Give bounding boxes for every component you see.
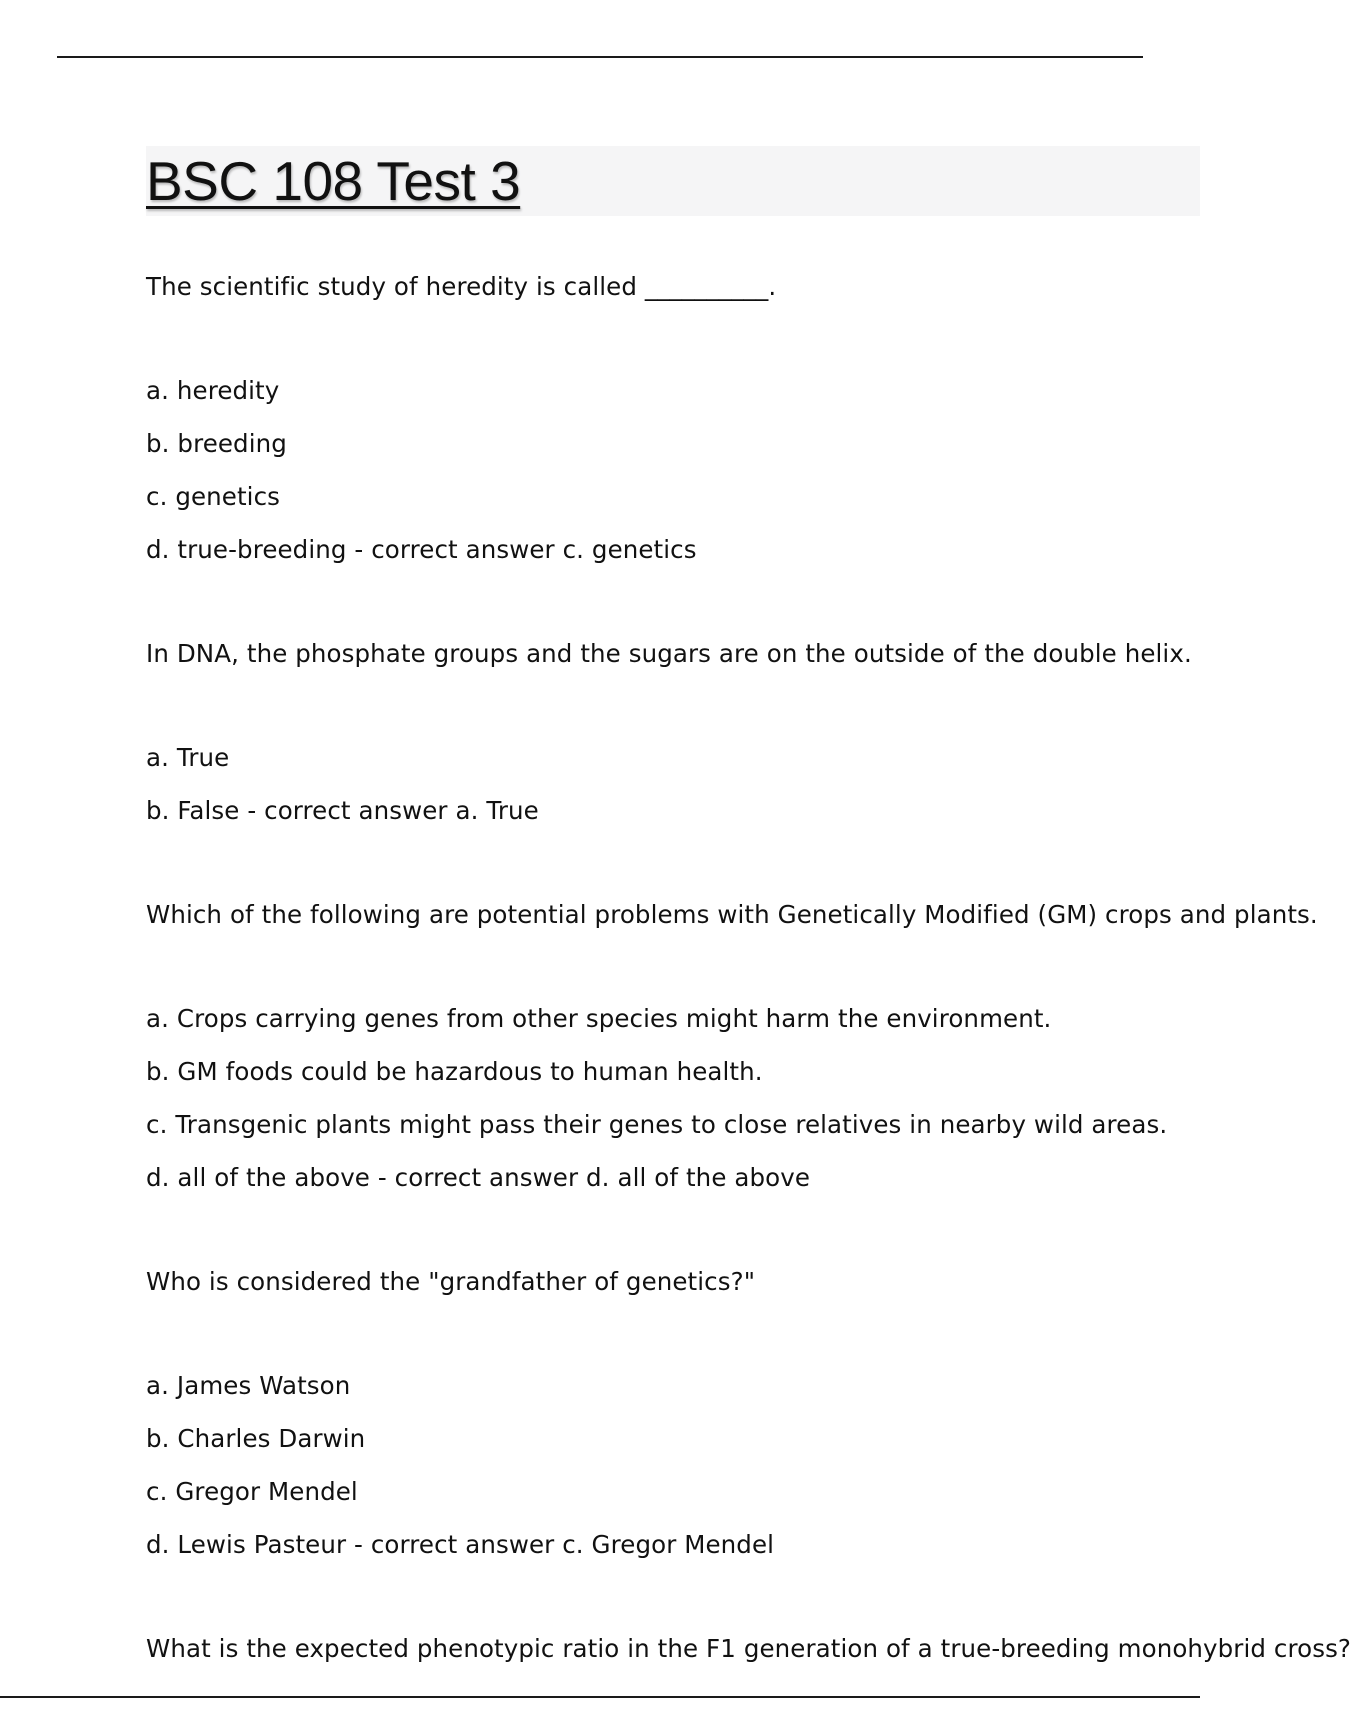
question-list: [146, 268, 1352, 1734]
document-title: BSC 108 Test 3: [146, 150, 521, 212]
bottom-divider: [0, 1696, 1200, 1698]
question-3-options: [146, 1000, 1200, 1197]
option-item: c. Transgenic plants might pass their genes to close relatives in nearby wild areas.: [146, 1110, 1168, 1139]
option-item: b. False - correct answer a. True: [146, 796, 539, 825]
option-item: a. James Watson: [146, 1371, 351, 1400]
option-item: b. Charles Darwin: [146, 1424, 366, 1453]
option-item: d. Lewis Pasteur - correct answer c. Gregor Mendel: [146, 1530, 775, 1559]
option-item: a. heredity: [146, 376, 280, 405]
question-4-prompt: Who is considered the "grandfather of genetics?": [146, 1267, 756, 1296]
option-item: b. breeding: [146, 429, 287, 458]
option-item: d. all of the above - correct answer d. all of the above: [146, 1163, 811, 1192]
question-4-options: [146, 1367, 1200, 1564]
question-3-prompt: Which of the following are potential problems with Genetically Modified (GM) crops and plants.: [146, 900, 1318, 929]
question-2-prompt: In DNA, the phosphate groups and the sugars are on the outside of the double helix.: [146, 639, 1192, 668]
option-item: c. Gregor Mendel: [146, 1477, 358, 1506]
option-item: b. GM foods could be hazardous to human health.: [146, 1057, 763, 1086]
question-1-options: [146, 372, 1200, 569]
question-2-options: [146, 739, 1200, 830]
question-1-prompt: The scientific study of heredity is called __________.: [146, 272, 777, 301]
option-item: a. Crops carrying genes from other species might harm the environment.: [146, 1004, 1052, 1033]
option-item: c. genetics: [146, 482, 281, 511]
option-item: a. True: [146, 743, 230, 772]
option-item: d. true-breeding - correct answer c. genetics: [146, 535, 697, 564]
top-divider: [57, 56, 1143, 58]
question-5-prompt: What is the expected phenotypic ratio in the F1 generation of a true-breeding monohybrid cross?: [146, 1634, 1352, 1663]
